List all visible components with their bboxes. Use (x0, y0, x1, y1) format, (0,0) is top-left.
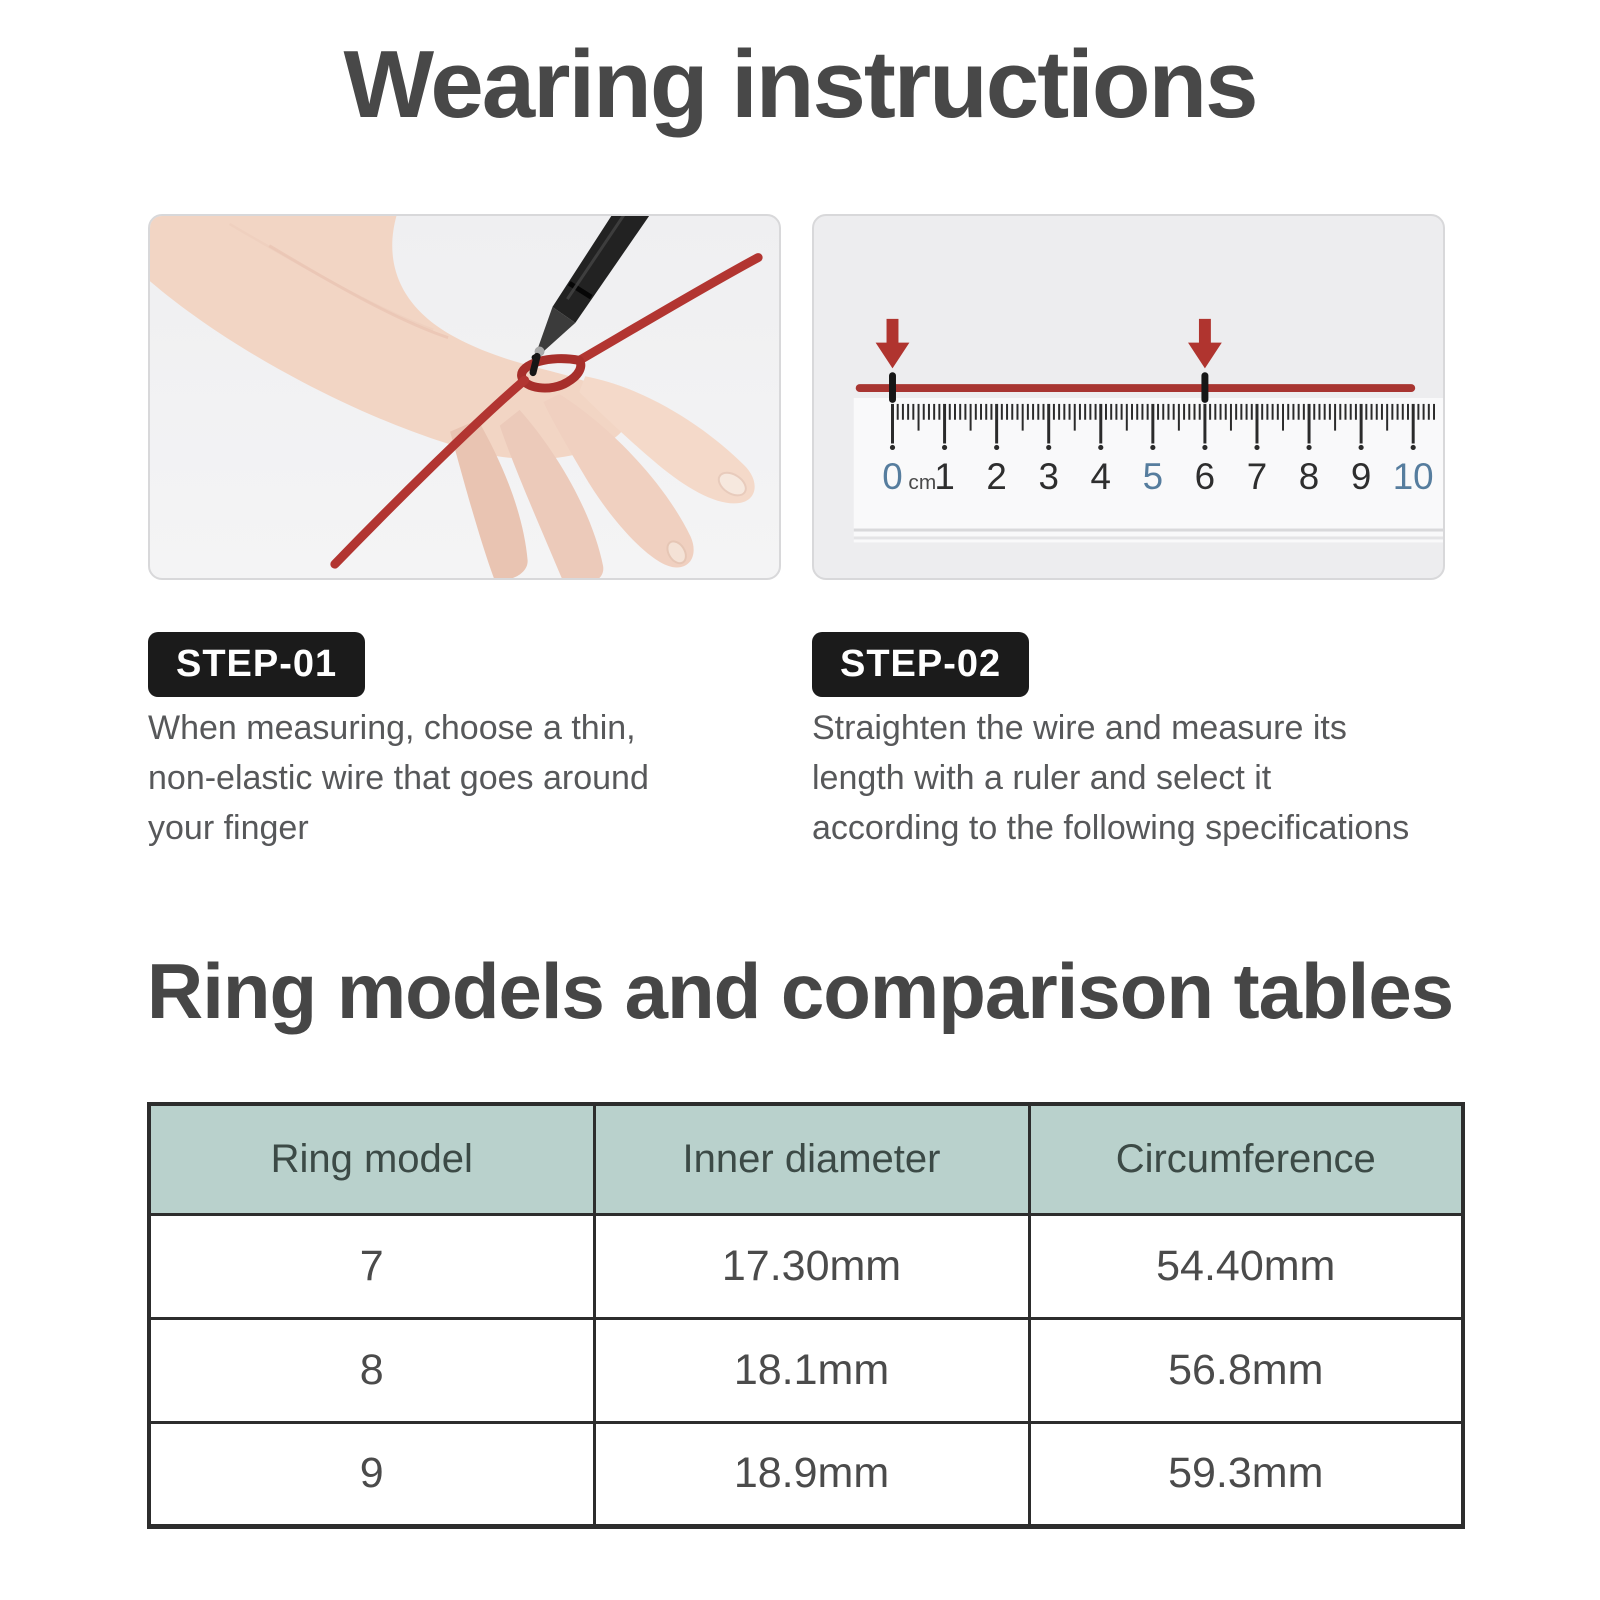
step-01-line: non-elastic wire that goes around (148, 759, 649, 797)
pen-icon (532, 216, 674, 360)
ruler-number: 6 (1194, 456, 1216, 497)
step-02-line: according to the following specifications (812, 809, 1410, 847)
step2-photo-panel (812, 214, 1445, 580)
table-row (149, 1318, 1463, 1422)
ruler-number: 0 (882, 456, 903, 497)
col-header-ring-model: Ring model (149, 1104, 594, 1214)
ruler-tick-end (1098, 445, 1103, 450)
table-cell: 7 (149, 1214, 594, 1318)
ruler-tick-end (1150, 445, 1155, 450)
step-02-line: Straighten the wire and measure its (812, 709, 1347, 747)
ruler-number: 4 (1090, 456, 1112, 497)
wire-mark (1201, 372, 1208, 403)
table-header-row (149, 1104, 1463, 1214)
red-arrow-down-icon (1188, 319, 1222, 368)
ruler-number: 5 (1142, 456, 1164, 497)
step-01-description (148, 703, 649, 853)
table-cell: 17.30mm (594, 1214, 1029, 1318)
ring-size-table (147, 1102, 1465, 1529)
col-header-inner-diameter: Inner diameter (594, 1104, 1029, 1214)
ruler-number: 2 (986, 456, 1007, 497)
ruler-unit: cm (908, 471, 937, 494)
ruler-tick-end (1411, 445, 1416, 450)
ruler-tick-end (994, 445, 999, 450)
ruler-tick-end (1046, 445, 1051, 450)
ruler-number: 1 (934, 456, 955, 497)
table-cell: 9 (149, 1422, 594, 1526)
table-cell: 59.3mm (1029, 1422, 1463, 1526)
ruler-number: 9 (1350, 456, 1372, 497)
table-cell: 54.40mm (1029, 1214, 1463, 1318)
step-02-line: length with a ruler and select it (812, 759, 1272, 797)
table-row (149, 1422, 1463, 1526)
col-header-circumference: Circumference (1029, 1104, 1463, 1214)
wire-mark (889, 372, 896, 403)
ruler-tick-end (1359, 445, 1364, 450)
step-01-line: When measuring, choose a thin, (148, 709, 636, 747)
ruler-number: 3 (1038, 456, 1059, 497)
step-01-line: your finger (148, 809, 309, 847)
step-01-badge: STEP-01 (148, 632, 365, 697)
ruler-tick-end (1202, 445, 1207, 450)
red-arrow-down-icon (876, 319, 910, 368)
table-row (149, 1214, 1463, 1318)
ruler-tick-end (890, 445, 895, 450)
ruler-tick-end (942, 445, 947, 450)
ruler-number: 10 (1392, 456, 1434, 497)
step-02-description (812, 703, 1409, 853)
section-title: Ring models and comparison tables (146, 947, 1454, 1035)
table-cell: 8 (149, 1318, 594, 1422)
step-02-badge: STEP-02 (812, 632, 1029, 697)
table-cell: 18.9mm (594, 1422, 1029, 1526)
table-cell: 56.8mm (1029, 1318, 1463, 1422)
ruler-number: 8 (1298, 456, 1320, 497)
table-cell: 18.1mm (594, 1318, 1029, 1422)
hand-wire-illustration (150, 216, 779, 578)
ruler-tick-end (1254, 445, 1259, 450)
ruler-number: 7 (1246, 456, 1268, 497)
page-title: Wearing instructions (343, 31, 1257, 138)
ruler-tick-end (1306, 445, 1311, 450)
step1-photo-panel (148, 214, 781, 580)
ruler-illustration (814, 216, 1443, 578)
